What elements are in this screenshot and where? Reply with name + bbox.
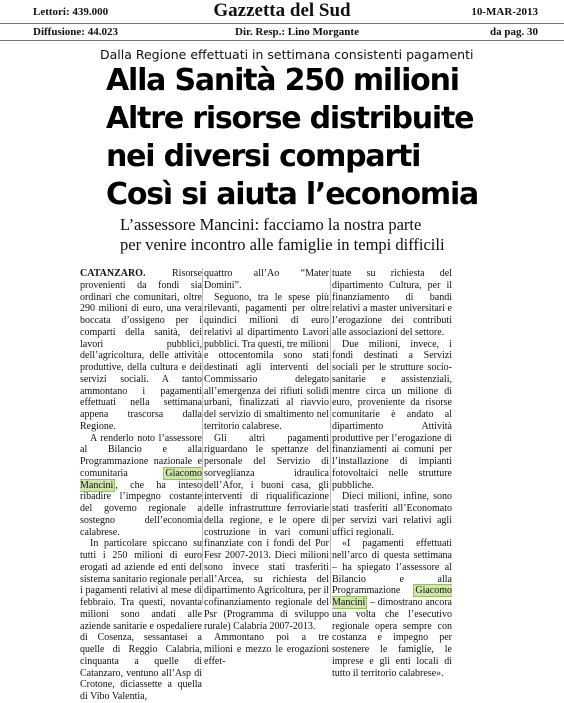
- paragraph: [332, 538, 452, 679]
- paragraph-text: tuate su richiesta del dipartimento Cultura, per il finanziamento di bandi relativi a master universitari e l’erogazione dei contributi alle associazioni del settore.: [332, 268, 452, 338]
- highlighted-name: Giacomo Mancini: [332, 585, 452, 608]
- paragraph: [204, 632, 329, 667]
- paragraph: [204, 292, 329, 433]
- article-column-1: [80, 268, 202, 703]
- paragraph: [80, 538, 202, 703]
- paragraph-text: Gli altri pagamenti riguardano le spettanze del personale del Servizio di sorveglianza idraulica dell’Afor, i buoni casa, gli interventi di riqualificazione delle infrastrutture ferroviarie della regione, e le opere di costruzione in vari comuni finanziate con i fondi del Por Fesr 2007-2013. Dieci milioni sono invece stati trasferiti all’Arcea, su richiesta del dipartimento Agricoltura, per il cofinanziamento regionale del Psr (Programma di sviluppo rurale) Calabria 2007-2013.: [204, 432, 329, 632]
- article-column-2: [204, 268, 329, 668]
- article-kicker: Dalla Regione effettuati in settimana consistenti pagamenti: [100, 47, 474, 62]
- highlighted-name: Giacomo Mancini: [80, 467, 202, 491]
- date-label: 10-MAR-2013: [471, 6, 538, 18]
- paragraph-text: Dieci milioni, infine, sono stati trasferiti all’Economato per servizi vari relativi agli uffici regionali.: [332, 491, 452, 538]
- article-subtitle: [120, 215, 445, 255]
- column-divider: [330, 268, 331, 604]
- paragraph: [204, 433, 329, 633]
- lettori-label: Lettori: 439.000: [33, 6, 109, 18]
- header-rule-bottom: [0, 40, 564, 41]
- paragraph-text: In particolare spiccano su tutti i 250 milioni di euro erogati ad aziende ed enti del sistema sanitario regionale per i pagamenti relativi al mese di febbraio. Tra questi, novanta milioni sono andati alle aziende sanitarie e ospedaliere di Cosenza, sessantasei a quelle di Reggio Calabria, cinquanta a quelle di Catanzaro, ventuno all’Asp di Crotone, diciassette a quella di Vibo Valentia,: [80, 538, 202, 702]
- column-divider: [202, 268, 203, 604]
- subtitle-line-1: L’assessore Mancini: facciamo la nostra parte: [120, 215, 422, 234]
- paragraph: [80, 433, 202, 539]
- paragraph-text: Risorse provenienti da fondi sia ordinari che comunitari, oltre 290 milioni di euro, una vera boccata d’ossigeno per i comparti della sanità, dei lavori pubblici, dell’agricoltura, delle attività produttive, della cultura e dei servizi sociali. A tanto ammontano i pagamenti effettuati nella settimana appena trascorsa dalla Regione.: [80, 268, 202, 432]
- paragraph: [204, 268, 329, 292]
- page-label: da pag. 30: [490, 26, 538, 38]
- paragraph: [80, 268, 202, 433]
- paragraph-text: , che ha inteso ribadire l’impegno costante del governo regionale a sostegno dell’economia calabrese.: [80, 479, 202, 538]
- publication-title: Gazzetta del Sud: [213, 0, 351, 21]
- paragraph-text: A renderlo noto l’assessore al Bilancio e alla Programmazione nazionale e comunitaria: [80, 432, 202, 479]
- paragraph: [332, 268, 452, 339]
- header-rule: [0, 23, 564, 24]
- headline-line-4: Così si aiuta l’economia: [106, 177, 479, 212]
- headline-line-2: Altre risorse distribuite: [106, 101, 474, 136]
- article-column-3: [332, 268, 452, 679]
- paragraph: [332, 339, 452, 492]
- dateline: CATANZARO.: [80, 268, 146, 279]
- headline-line-3: nei diversi comparti: [106, 139, 421, 174]
- paragraph-text: «I pagamenti effettuati nell’arco di questa settimana – ha spiegato l’assessore al Bilancio e alla Programmazione: [332, 538, 452, 597]
- paragraph-text: Due milioni, invece, i fondi destinati a Servizi sociali per le strutture socio-sanitarie e assistenziali, mentre circa un milione di euro, proveniente da risorse comunitarie è andato al dipartimento Attività produttive per l’erogazione di finanziamenti ai comuni per l’installazione di impianti fotovoltaici nelle strutture pubbliche.: [332, 338, 452, 491]
- subtitle-line-2: per venire incontro alle famiglie in tempi difficili: [120, 235, 445, 254]
- director-label: Dir. Resp.: Lino Morgante: [235, 26, 359, 38]
- paragraph-text: Ammontano poi a tre milioni e mezzo le erogazioni effet-: [204, 632, 329, 667]
- headline-line-1: Alla Sanità 250 milioni: [106, 63, 459, 98]
- paragraph-text: Seguono, tra le spese più rilevanti, pagamenti per oltre quindici milioni di euro relativi al dipartimento Lavori pubblici. Tra questi, tre milioni e ottocentomila sono stati destinati agli interventi del Commissario delegato all’emergenza dei rifiuti solidi urbani, finalizzati al riavvio del servizio di smaltimento nel territorio calabrese.: [204, 291, 329, 432]
- diffusione-label: Diffusione: 44.023: [33, 26, 118, 38]
- paragraph: [332, 491, 452, 538]
- paragraph-text: quattro all’Ao “Mater Domini”.: [204, 268, 329, 291]
- paragraph-text: – dimostrano ancora una volta che l’esecutivo regionale opera sempre con costanza e impegno per sostenere le famiglie, le imprese e gli enti locali di tutto il territorio calabrese».: [332, 597, 452, 679]
